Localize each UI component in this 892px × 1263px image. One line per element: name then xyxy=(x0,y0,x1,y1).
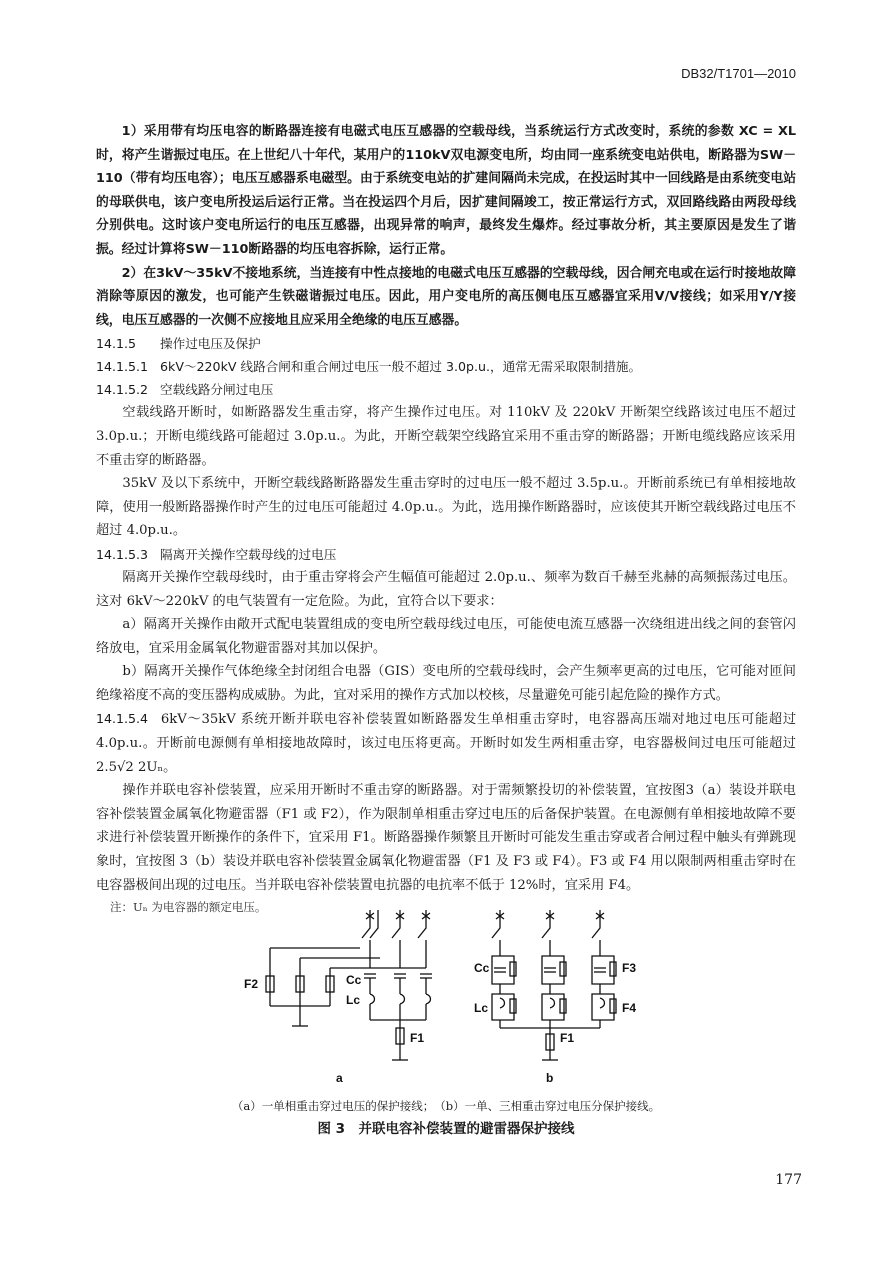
diagram-b xyxy=(492,910,616,1060)
section-heading-14-1-5-3 xyxy=(96,543,796,566)
figure-subcaption: （a）一单相重击穿过电压的保护接线； （b）一单、三相重击穿过电压分保护接线。 xyxy=(231,1099,661,1113)
clause-text: 6kV～220kV 线路合闸和重合闸过电压一般不超过 3.0p.u.，通常无需采取限制措施。 xyxy=(160,359,642,375)
clause-text: 6kV～35kV 系统开断并联电容补偿装置如断路器发生单相重击穿时，电容器高压端对地过电压可能超过 4.0p.u.。开断前电源侧有单相接地故障时，该过电压将更高。开断时如发生两相重击穿，电容器极间过电压可能超过 2.5√2 2Uₙ。 xyxy=(96,712,797,775)
label-f1-b: F1 xyxy=(560,1031,575,1045)
paragraph-7: b）隔离开关操作气体绝缘全封闭组合电器（GIS）变电所的空载母线时，会产生频率更高的过电压，它可能对匝间绝缘裕度不高的变压器构成威胁。为此，宜对采用的操作方式加以校核，尽量避免可能引起危险的操作方式。 xyxy=(96,664,796,703)
label-f4: F4 xyxy=(622,1001,637,1015)
clause-number: 14.1.5.1 xyxy=(96,359,149,375)
label-f1-a: F1 xyxy=(410,1031,425,1045)
paragraph-3: 空载线路开断时，如断路器发生重击穿，将产生操作过电压。对 110kV 及 220kV 开断架空线路该过电压不超过 3.0p.u.；开断电缆线路可能超过 3.0p.u.。为此，开断空载架空线路宜采用不重击穿的断路器；开断电缆线路应该采用不重击穿的断路器。 xyxy=(96,405,796,468)
label-lc-b: Lc xyxy=(474,1001,489,1015)
paragraph-8: 操作并联电容补偿装置，应采用开断时不重击穿的断路器。对于需频繁投切的补偿装置，宜按图3（a）装设并联电容补偿装置金属氧化物避雷器（F1 或 F2），作为限制单相重击穿过电压的后备保护装置。在电源侧有单相接地故障不要求进行补偿装置开断操作的条件下，宜采用 F1。断路器操作频繁且开断时可能发生重击穿或者合闸过程中触头有弹跳现象时，宜按图 3（b）装设并联电容补偿装置金属氧化物避雷器（F1 及 F3 或 F4）。F3 或 F4 用以限制两相重击穿时在电容器极间出现的过电压。当并联电容补偿装置电抗器的电抗率不低于 12%时，宜采用 F4。 xyxy=(96,783,796,893)
label-cc-b: Cc xyxy=(474,961,490,975)
label-f3: F3 xyxy=(622,961,637,975)
label-b: b xyxy=(546,1071,554,1085)
paragraph-5: 隔离开关操作空载母线时，由于重击穿将会产生幅值可能超过 2.0p.u.、频率为数百千赫至兆赫的高频振荡过电压。这对 6kV～220kV 的电气装置有一定危险。为此，宜符合以下要求： xyxy=(96,569,796,609)
paragraph-2: 2）在3kV～35kV不接地系统，当连接有中性点接地的电磁式电压互感器的空载母线，因合闸充电或在运行时接地故障消除等原因的激发，也可能产生铁磁谐振过电压。因此，用户变电所的高压侧电压互感器宜采用V/V接线；如采用Y/Y接线，电压互感器的一次侧不应接地且应采用全绝缘的电压互感器。 xyxy=(96,265,796,328)
label-f2: F2 xyxy=(244,977,259,991)
label-a: a xyxy=(336,1071,343,1085)
section-number: 14.1.5.2 xyxy=(96,382,149,398)
label-cc-a: Cc xyxy=(346,973,362,987)
clause-number: 14.1.5.4 xyxy=(96,711,149,727)
section-title: 隔离开关操作空载母线的过电压 xyxy=(160,546,337,562)
figure-caption: 图 3 并联电容补偿装置的避雷器保护接线 xyxy=(317,1121,575,1137)
section-number: 14.1.5 xyxy=(96,336,137,352)
paragraph-4: 35kV 及以下系统中，开断空载线路断路器发生重击穿时的过电压一般不超过 3.5p.u.。开断前系统已有单相接地故障，使用一般断路器操作时产生的过电压可能超过 4.0p.u.。为此，选用操作断路器时，应该使其开断空载线路过电压不超过 4.0p.u.。 xyxy=(96,476,796,539)
paragraph-1: 1）采用带有均压电容的断路器连接有电磁式电压互感器的空载母线，当系统运行方式改变时，系统的参数 XC = XL 时，将产生谐振过电压。在上世纪八十年代，某用户的110kV双电源变电所，均由同一座系统变电站供电，断路器为SW－110（带有均压电容）；电压互感器系电磁型。由于系统变电站的扩建间隔尚未完成，在投运时其中一回线路是由系统变电站的母联供电，该户变电所投运后运行正常。当在投运四个月后，因扩建间隔竣工，按正常运行方式，双回路线路由两段母线分别供电。这时该户变电所运行的电压互感器，出现异常的响声，最终发生爆炸。经过事故分析，其主要原因是发生了谐振。经过计算将SW－110断路器的均压电容拆除，运行正常。 xyxy=(96,124,796,257)
page-body xyxy=(96,120,796,917)
note: 注：Uₙ 为电容器的额定电压。 xyxy=(110,900,267,915)
page-number: 177 xyxy=(775,1172,802,1188)
label-lc-a: Lc xyxy=(346,993,361,1007)
paragraph-6: a）隔离开关操作由敞开式配电装置组成的变电所空载母线过电压，可能使电流互感器一次绕组进出线之间的套管闪络放电，宜采用金属氧化物避雷器对其加以保护。 xyxy=(96,617,796,656)
document-id: DB32/T1701—2010 xyxy=(681,66,796,81)
clause-14-1-5-1 xyxy=(96,355,796,378)
section-title: 操作过电压及保护 xyxy=(160,336,261,352)
section-heading-14-1-5-2 xyxy=(96,378,796,401)
clause-14-1-5-4 xyxy=(96,707,796,779)
section-heading-14-1-5 xyxy=(96,332,796,355)
figure-3-diagram xyxy=(230,898,670,1098)
section-number: 14.1.5.3 xyxy=(96,546,149,562)
section-title: 空载线路分闸过电压 xyxy=(160,382,274,398)
